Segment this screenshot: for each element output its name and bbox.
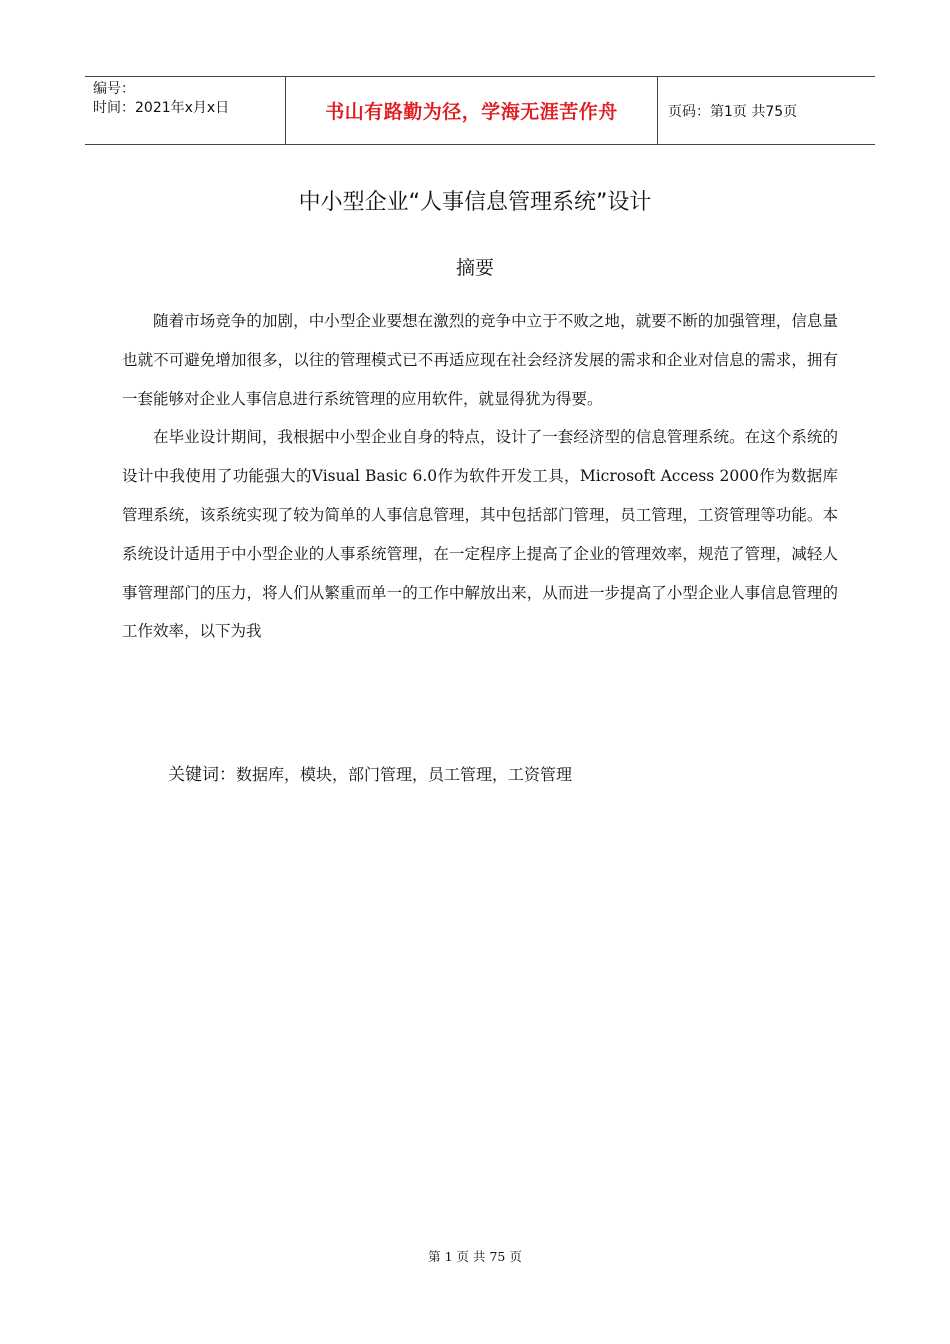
- abstract-body: [122, 302, 838, 651]
- page-footer: 第 1 页 共 75 页: [428, 1249, 522, 1264]
- paragraph-2: 在毕业设计期间，我根据中小型企业自身的特点，设计了一套经济型的信息管理系统。在这个系统的设计中我使用了功能强大的Visual Basic 6.0作为软件开发工具，Microsoft Access 2000作为数据库管理系统，该系统实现了较为简单的人事信息管理，其中包括部门管理，员工管理，工资管理等功能。本系统设计适用于中小型企业的人事系统管理，在一定程序上提高了企业的管理效率，规范了管理，减轻人事管理部门的压力，将人们从繁重而单一的工作中解放出来，从而进一步提高了小型企业人事信息管理的工作效率，以下为我: [122, 428, 838, 641]
- date-label: 时间：2021年x月x日: [93, 100, 230, 116]
- header-table: [85, 76, 875, 145]
- keywords-line: [168, 760, 572, 785]
- keywords-text: 数据库，模块，部门管理，员工管理，工资管理: [236, 765, 573, 784]
- number-label: 编号：: [93, 81, 135, 97]
- header-page-info: 页码：第1页 共75页: [668, 103, 798, 120]
- motto-text: 书山有路勤为径，学海无涯苦作舟: [325, 101, 618, 123]
- header-meta: [85, 77, 286, 144]
- document-title: 中小型企业“人事信息管理系统”设计: [298, 190, 652, 215]
- header-motto-cell: [286, 77, 658, 144]
- paragraph-1: 随着市场竞争的加剧，中小型企业要想在激烈的竞争中立于不败之地，就要不断的加强管理，信息量也就不可避免增加很多，以往的管理模式已不再适应现在社会经济发展的需求和企业对信息的需求，拥有一套能够对企业人事信息进行系统管理的应用软件，就显得犹为得要。: [122, 312, 838, 408]
- abstract-heading: 摘要: [455, 257, 494, 279]
- keywords-label: 关键词：: [168, 765, 236, 785]
